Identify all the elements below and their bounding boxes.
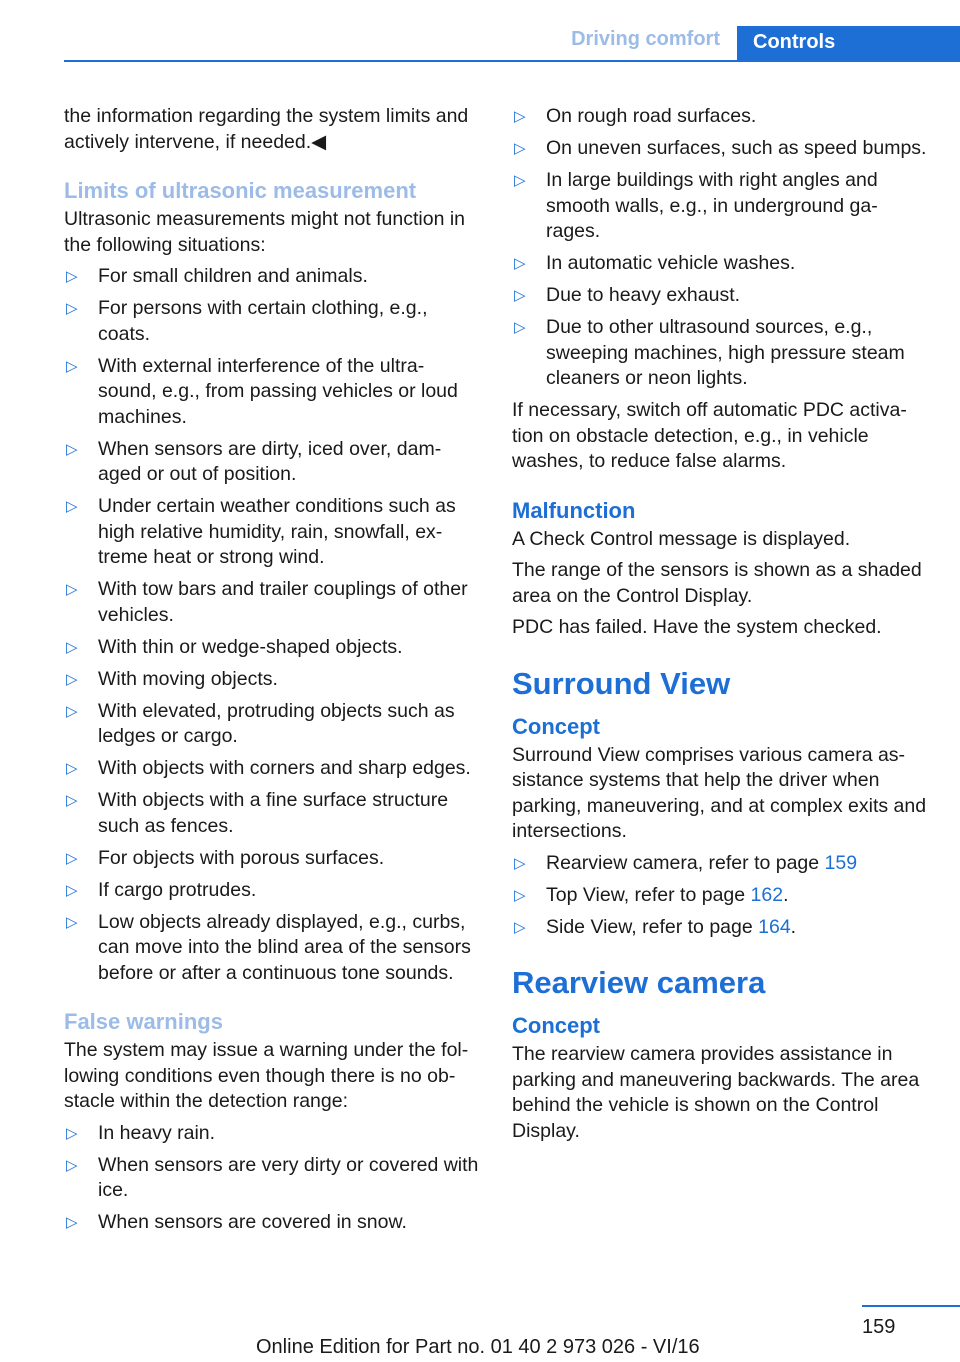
list-item-text: When sensors are dirty, iced over, dam‐aged or out of position. (98, 437, 442, 485)
bullet-icon: ▷ (66, 792, 78, 809)
list-item-text: For small children and animals. (98, 265, 368, 287)
bullet-icon: ▷ (66, 268, 78, 285)
list-item (64, 635, 480, 661)
list-item (64, 756, 480, 782)
bullet-icon: ▷ (66, 638, 78, 656)
bullet-icon: ▷ (66, 760, 78, 777)
list-item (512, 168, 928, 245)
list-item (64, 1210, 480, 1236)
bullet-icon: ▷ (66, 881, 78, 899)
list-item-text: When sensors are very dirty or covered with ice. (98, 1153, 479, 1201)
list-item-text: Due to heavy exhaust. (546, 284, 741, 306)
rearview-camera-heading: Rearview camera (512, 965, 766, 1000)
list-item-text: With objects with a fine surface structure such as fences. (98, 789, 449, 837)
list-item-text: For persons with certain clothing, e.g., coats. (98, 297, 428, 345)
limits-list (64, 264, 480, 986)
list-item (64, 1153, 480, 1204)
list-item (64, 788, 480, 839)
bullet-icon: ▷ (66, 849, 78, 867)
bullet-icon: ▷ (514, 140, 526, 157)
bullet-icon: ▷ (514, 108, 526, 125)
bullet-icon: ▷ (66, 498, 78, 515)
page-number: 159 (862, 1316, 896, 1338)
switch-off-paragraph: If necessary, switch off automatic PDC activa‐tion on obstacle detection, e.g., in vehicle washes, to reduce false alarms. (512, 399, 907, 472)
false-warnings-list (64, 1121, 480, 1236)
list-item (64, 354, 480, 431)
list-item (64, 846, 480, 872)
list-item (64, 1121, 480, 1147)
header-chapter-tab: Controls (737, 26, 960, 61)
list-item (64, 577, 480, 628)
list-item (64, 296, 480, 347)
list-item-text: Low objects already displayed, e.g., curbs, can move into the blind area of the sensors before or after a continuous tone sounds. (98, 910, 471, 984)
list-item-text: For objects with porous surfaces. (98, 846, 385, 869)
list-item (512, 136, 928, 162)
rearview-camera-text: The rearview camera provides assistance in parking and maneuvering backwards. The area behind the vehicle is shown on the Control Display. (512, 1043, 920, 1142)
rearview-camera-concept-heading: Concept (512, 1013, 600, 1038)
list-item-text: Under certain weather conditions such as high relative humidity, rain, snowfall, ex‐treme heat or strong wind. (98, 495, 456, 568)
right-column (512, 104, 928, 1150)
list-item-text: Due to other ultrasound sources, e.g., sweeping machines, high pressure steam cleaners or neon lights. (546, 316, 905, 389)
bullet-icon: ▷ (66, 1214, 78, 1231)
list-item-text: On rough road surfaces. (546, 105, 757, 127)
link-suffix: . (783, 883, 789, 906)
link-suffix: . (790, 915, 797, 938)
limits-heading: Limits of ultrasonic measurement (64, 178, 417, 203)
list-item-text: In large buildings with right angles and smooth walls, e.g., in underground ga‐rages. (546, 169, 878, 242)
list-item-text: In heavy rain. (98, 1121, 216, 1144)
list-item (64, 667, 480, 693)
list-item (64, 494, 480, 571)
bullet-icon: ▷ (514, 886, 526, 904)
list-item (512, 283, 928, 309)
list-item (512, 851, 928, 877)
list-item (512, 883, 928, 909)
intro-paragraph: the information regarding the system limits and actively intervene, if needed.◀ (64, 105, 469, 153)
bullet-icon: ▷ (66, 357, 78, 375)
list-item (64, 437, 480, 488)
false-warnings-text: The system may issue a warning under the fol‐lowing conditions even though there is no ob‐stacle within the detection range: (64, 1039, 469, 1112)
footer-rule (862, 1305, 960, 1307)
list-item-text: With objects with corners and sharp edges. (98, 757, 471, 779)
list-item-text: With moving objects. (98, 667, 278, 690)
list-item-text: If cargo protrudes. (98, 878, 257, 901)
false-warnings-list-continued (512, 104, 928, 392)
list-item (512, 315, 928, 392)
surround-view-heading: Surround View (512, 665, 731, 701)
list-item (64, 878, 480, 904)
surround-view-text: Surround View comprises various camera as‐sistance systems that help the driver when parking, maneuvering, and at complex exits and intersections. (512, 743, 927, 842)
left-column (64, 104, 480, 1242)
list-item (512, 104, 928, 130)
bullet-icon: ▷ (66, 670, 78, 688)
malfunction-heading: Malfunction (512, 497, 636, 523)
malfunction-text-2: The range of the sensors is shown as a shaded area on the Control Display. (512, 559, 922, 607)
bullet-icon: ▷ (66, 1156, 78, 1174)
bullet-icon: ▷ (66, 702, 78, 720)
bullet-icon: ▷ (66, 440, 78, 458)
bullet-icon: ▷ (514, 255, 526, 272)
list-item-text: With elevated, protruding objects such as ledges or cargo. (98, 699, 455, 747)
surround-view-concept-heading: Concept (512, 713, 600, 739)
list-item-text: When sensors are covered in snow. (98, 1211, 407, 1233)
list-item (64, 699, 480, 750)
link-label: Side View, refer to page (546, 915, 759, 938)
surround-view-links (512, 851, 928, 941)
list-item-text: With external interference of the ultra‐sound, e.g., from passing vehicles or loud machines. (98, 354, 458, 428)
bullet-icon: ▷ (514, 287, 526, 304)
limits-text: Ultrasonic measurements might not function in the following situations: (64, 208, 466, 256)
list-item-text: With thin or wedge-shaped objects. (98, 635, 403, 658)
bullet-icon: ▷ (514, 319, 526, 336)
link-label: Top View, refer to page (546, 883, 751, 906)
bullet-icon: ▷ (66, 581, 78, 598)
bullet-icon: ▷ (66, 913, 78, 931)
list-item-text: On uneven surfaces, such as speed bumps. (546, 137, 927, 159)
link-label: Rearview camera, refer to page (546, 851, 825, 874)
page-link-159[interactable]: 159 (824, 851, 858, 874)
malfunction-text-1: A Check Control message is displayed. (512, 527, 851, 550)
list-item (64, 264, 480, 290)
false-warnings-heading: False warnings (64, 1009, 223, 1034)
page-link-164[interactable]: 164 (758, 915, 791, 938)
list-item (512, 251, 928, 277)
list-item-text: In automatic vehicle washes. (546, 252, 796, 274)
bullet-icon: ▷ (514, 172, 526, 189)
list-item (64, 910, 480, 987)
header-section-title: Driving comfort (571, 28, 720, 50)
edition-footer: Online Edition for Part no. 01 40 2 973 026 - VI/16 (256, 1336, 700, 1358)
list-item-text: With tow bars and trailer couplings of other vehicles. (98, 578, 468, 626)
bullet-icon: ▷ (66, 1124, 78, 1142)
bullet-icon: ▷ (514, 918, 526, 936)
bullet-icon: ▷ (66, 300, 78, 317)
page-link-162[interactable]: 162 (750, 883, 784, 906)
bullet-icon: ▷ (514, 854, 526, 872)
header-rule (64, 60, 960, 62)
malfunction-text-3: PDC has failed. Have the system checked. (512, 616, 882, 638)
list-item (512, 915, 928, 941)
